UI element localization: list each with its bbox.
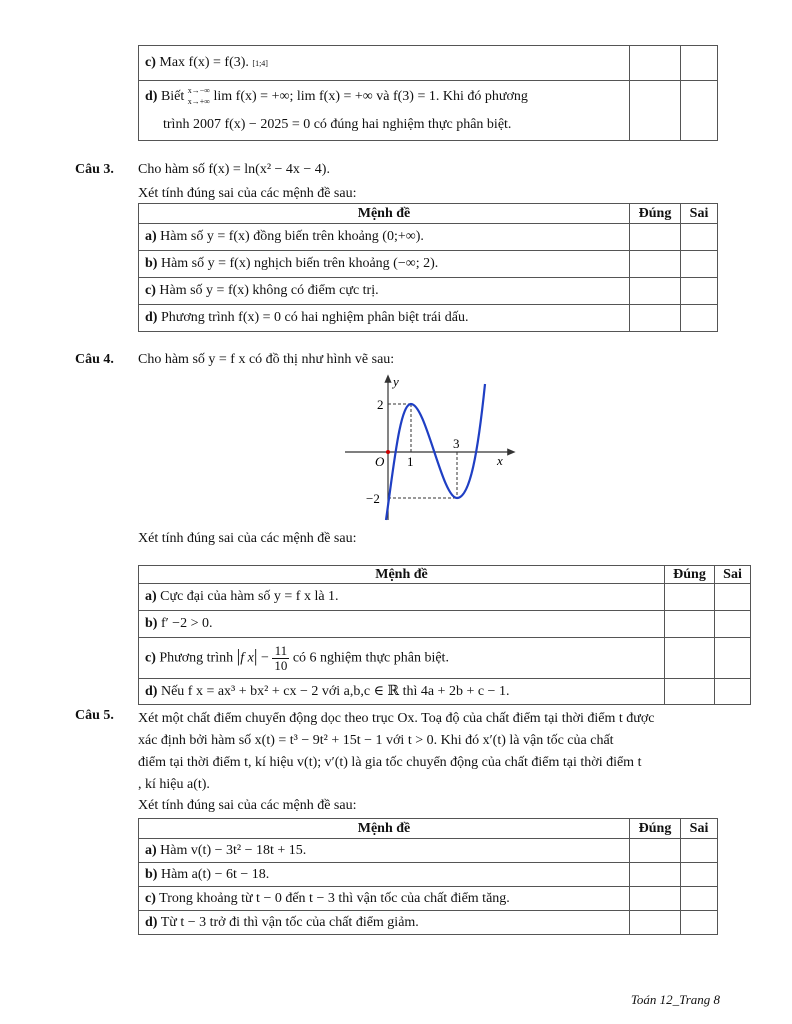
statement-cell xyxy=(139,81,630,141)
table-row xyxy=(139,863,718,887)
statement-cell: a) Cực đại của hàm số y = f x là 1. xyxy=(139,584,665,611)
true-checkbox-cell[interactable] xyxy=(665,611,715,638)
header-true: Đúng xyxy=(665,566,715,584)
statement-cell: d) Từ t − 3 trở đi thì vận tốc của chất điểm giảm. xyxy=(139,911,630,935)
statement-label: c) xyxy=(145,55,156,70)
statement-text: Biết xyxy=(160,88,185,104)
false-checkbox-cell[interactable] xyxy=(681,305,718,332)
table-row xyxy=(139,679,751,705)
table-row xyxy=(139,638,751,679)
true-checkbox-cell[interactable] xyxy=(630,224,681,251)
false-checkbox-cell[interactable] xyxy=(715,638,751,679)
table-row xyxy=(139,278,718,305)
question-instruction: Xét tính đúng sai của các mệnh đề sau: xyxy=(138,798,357,813)
question-label: Câu 5. xyxy=(75,708,114,723)
statement-cell: a) Hàm số y = f(x) đồng biến trên khoảng (0;+∞). xyxy=(139,224,630,251)
statement-cell: d) Phương trình f(x) = 0 có hai nghiệm phân biệt trái dấu. xyxy=(139,305,630,332)
false-checkbox-cell[interactable] xyxy=(715,611,751,638)
statement-cell: d) Nếu f x = ax³ + bx² + cx − 2 với a,b,c ∈ ℝ thì 4a + 2b + c − 1. xyxy=(139,679,665,705)
tick-y-neg2: −2 xyxy=(366,491,380,506)
statement-cell: c) Phương trình |f x| − $\frac{11}{10}$ có 6 nghiệm thực phân biệt. xyxy=(139,638,665,679)
question-intro: Cho hàm số f(x) = ln(x² − 4x − 4). xyxy=(138,162,330,177)
table-header-row xyxy=(139,566,751,584)
table-header-row xyxy=(139,819,718,839)
statement-text: lim f(x) = +∞; lim f(x) = +∞ và f(3) = 1. Khi đó phương xyxy=(213,88,528,104)
true-checkbox-cell[interactable] xyxy=(630,863,681,887)
origin-point xyxy=(386,450,390,454)
table-row xyxy=(139,839,718,863)
max-subscript: [1;4] xyxy=(252,59,268,68)
page-footer: Toán 12_Trang 8 xyxy=(630,992,720,1007)
table-row xyxy=(139,584,751,611)
tick-x-1: 1 xyxy=(407,454,414,469)
true-checkbox-cell[interactable] xyxy=(665,584,715,611)
statement-cell: b) f′ −2 > 0. xyxy=(139,611,665,638)
statement-cell: c) Trong khoảng từ t − 0 đến t − 3 thì vận tốc của chất điểm tăng. xyxy=(139,887,630,911)
false-checkbox-cell[interactable] xyxy=(681,46,718,81)
header-false: Sai xyxy=(681,819,718,839)
false-checkbox-cell[interactable] xyxy=(715,679,751,705)
true-checkbox-cell[interactable] xyxy=(665,679,715,705)
true-checkbox-cell[interactable] xyxy=(630,887,681,911)
header-false: Sai xyxy=(681,204,718,224)
false-checkbox-cell[interactable] xyxy=(681,839,718,863)
table-row xyxy=(139,887,718,911)
false-checkbox-cell[interactable] xyxy=(681,278,718,305)
true-false-table xyxy=(138,565,751,705)
y-axis-label: y xyxy=(393,374,399,389)
false-checkbox-cell[interactable] xyxy=(681,863,718,887)
question-paragraph: Xét một chất điểm chuyển động dọc theo trục Ox. Toạ độ của chất điểm tại thời điểm t được xác định bởi hàm số x(t) = t³ − 9t² + 15t − 1 với t > 0. Khi đó x′(t) là vận tốc của chất điểm tại thời điểm t, kí hiệu v(t); v′(t) là gia tốc chuyển động của chất điểm tại thời điểm t , kí hiệu a(t). xyxy=(138,711,655,792)
tick-y-2: 2 xyxy=(377,397,384,412)
true-checkbox-cell[interactable] xyxy=(630,81,681,141)
header-true: Đúng xyxy=(630,204,681,224)
true-checkbox-cell[interactable] xyxy=(630,305,681,332)
statement-text: Max f(x) = f(3). xyxy=(159,55,249,70)
true-checkbox-cell[interactable] xyxy=(630,911,681,935)
header-true: Đúng xyxy=(630,819,681,839)
question-instruction: Xét tính đúng sai của các mệnh đề sau: xyxy=(138,186,357,201)
statement-cell: c) Hàm số y = f(x) không có điểm cực trị. xyxy=(139,278,630,305)
false-checkbox-cell[interactable] xyxy=(681,251,718,278)
table-header-row xyxy=(139,204,718,224)
header-statement: Mệnh đề xyxy=(139,819,630,839)
prev-question-table xyxy=(138,45,718,141)
table-row xyxy=(139,305,718,332)
true-false-table xyxy=(138,818,718,935)
function-graph xyxy=(340,372,520,522)
header-false: Sai xyxy=(715,566,751,584)
origin-label: O xyxy=(375,454,385,469)
question-label: Câu 3. xyxy=(75,162,114,177)
header-statement: Mệnh đề xyxy=(139,204,630,224)
limit-subscripts: x→−∞ x→+∞ xyxy=(187,86,211,107)
fraction: $\frac{11}{10}$ xyxy=(274,642,288,673)
false-checkbox-cell[interactable] xyxy=(681,224,718,251)
table-row xyxy=(139,611,751,638)
true-checkbox-cell[interactable] xyxy=(665,638,715,679)
question-instruction: Xét tính đúng sai của các mệnh đề sau: xyxy=(138,531,357,546)
true-checkbox-cell[interactable] xyxy=(630,46,681,81)
statement-cell: a) Hàm v(t) − 3t² − 18t + 15. xyxy=(139,839,630,863)
header-statement: Mệnh đề xyxy=(139,566,665,584)
statement-label: d) xyxy=(145,88,158,104)
table-row xyxy=(139,911,718,935)
table-row xyxy=(139,46,718,81)
statement-text: trình 2007 f(x) − 2025 = 0 có đúng hai nghiệm thực phân biệt. xyxy=(163,116,512,132)
question-intro: Cho hàm số y = f x có đồ thị như hình vẽ sau: xyxy=(138,352,395,367)
true-checkbox-cell[interactable] xyxy=(630,839,681,863)
false-checkbox-cell[interactable] xyxy=(715,584,751,611)
true-checkbox-cell[interactable] xyxy=(630,251,681,278)
table-row xyxy=(139,224,718,251)
tick-x-3: 3 xyxy=(453,436,460,451)
x-axis-label: x xyxy=(497,453,503,468)
true-false-table xyxy=(138,203,718,332)
table-row xyxy=(139,81,718,141)
statement-cell: b) Hàm số y = f(x) nghịch biến trên khoảng (−∞; 2). xyxy=(139,251,630,278)
true-checkbox-cell[interactable] xyxy=(630,278,681,305)
false-checkbox-cell[interactable] xyxy=(681,81,718,141)
table-row xyxy=(139,251,718,278)
false-checkbox-cell[interactable] xyxy=(681,911,718,935)
false-checkbox-cell[interactable] xyxy=(681,887,718,911)
statement-cell xyxy=(139,46,630,81)
question-label: Câu 4. xyxy=(75,352,114,367)
statement-cell: b) Hàm a(t) − 6t − 18. xyxy=(139,863,630,887)
